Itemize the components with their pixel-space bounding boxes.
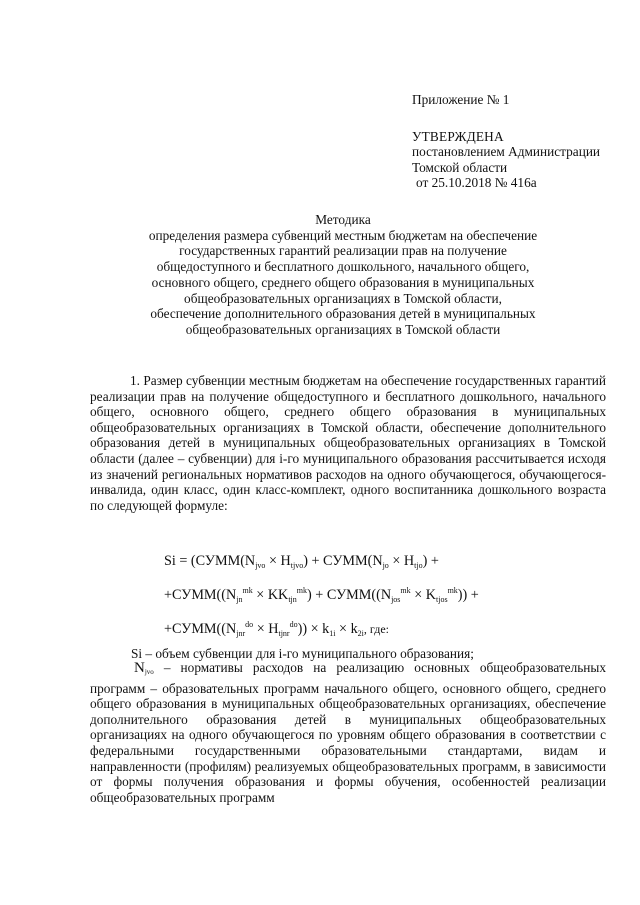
paragraph-2 <box>90 660 606 805</box>
approval-date: от 25.10.2018 № 416а <box>416 175 537 191</box>
appendix-label: Приложение № 1 <box>412 92 510 107</box>
approved-label: УТВЕРЖДЕНА <box>412 128 504 144</box>
approval-line-2: Томской области <box>412 159 508 175</box>
title-line: общеобразовательных организациях в Томской области, <box>184 290 502 306</box>
formula-line-2: $+СУММ((N_{jn}^{mk} \times KK_{tjn}^{mk})$ + $СУММ((N_{jos}^{mk} \times K_{tjos}^{mk}))$ + <box>164 586 479 604</box>
title-heading: Методика <box>315 212 371 227</box>
paragraph-1: 1. Размер субвенции местным бюджетам на обеспечение государственных гарантий реализации прав на получение общедоступного и бесплатного дошкольного, начального общего, основного общего, среднего общего образования в муниципальных общеобразовательных организациях в Томской области, обеспечение дополнительного образования детей в муниципальных общеобразовательных организациях в Томской области (далее – субвенции) для i-го муниципального образования рассчитывается исходя из значений региональных нормативов расходов на одного обучающегося, обучающегося-инвалида, один класс, один класс-комплект, одного воспитанника дошкольного возраста по следующей формуле: <box>90 373 606 513</box>
subvention-formula <box>164 549 604 646</box>
title-line: государственных гарантий реализации прав на получение <box>179 243 507 259</box>
title-line: определения размера субвенций местным бюджетам на обеспечение <box>148 227 538 243</box>
approval-line-1: постановлением Администрации <box>412 144 601 160</box>
formula-line-1: $Si = (СУММ(N_{jvo} \times H_{tjvo})$ + $СУММ(N_{jo} \times H_{tjo})$ + <box>164 553 439 570</box>
title-line: общеобразовательных организациях в Томской области <box>185 321 501 337</box>
approval-block <box>412 92 627 191</box>
title-line: обеспечение дополнительного образования детей в муниципальных <box>150 306 536 322</box>
si-definition: Si – объем субвенции для i-го муниципального образования; <box>131 646 474 661</box>
document-title <box>80 212 606 338</box>
n-symbol: $N_{jvo}$ <box>134 660 154 676</box>
title-line: основного общего, среднего общего образования в муниципальных <box>151 274 535 290</box>
paragraph-2-text: – нормативы расходов на реализацию основных общеобразовательных программ – образовательных программ начального общего, основного общего, среднего общего образования в муниципальных общеобразовательных организациях, обеспечение дополнительного образования детей в муниципальных общеобразовательных организациях на одного обучающегося по уровням общего образования в соответствии с федеральными государственными образовательными стандартами, видам и направленности (профилям) реализуемых общеобразовательных программ, в зависимости от формы получения образования и формы обучения, особенностей реализации общеобразовательных программ <box>90 660 606 805</box>
title-line: общедоступного и бесплатного дошкольного, начального общего, <box>156 259 530 275</box>
formula-line-3: $+СУММ((N_{jnr}^{do} \times H_{tjnr}^{do})) \times k_{1i} \times k_{2i}$, где: <box>164 620 389 638</box>
